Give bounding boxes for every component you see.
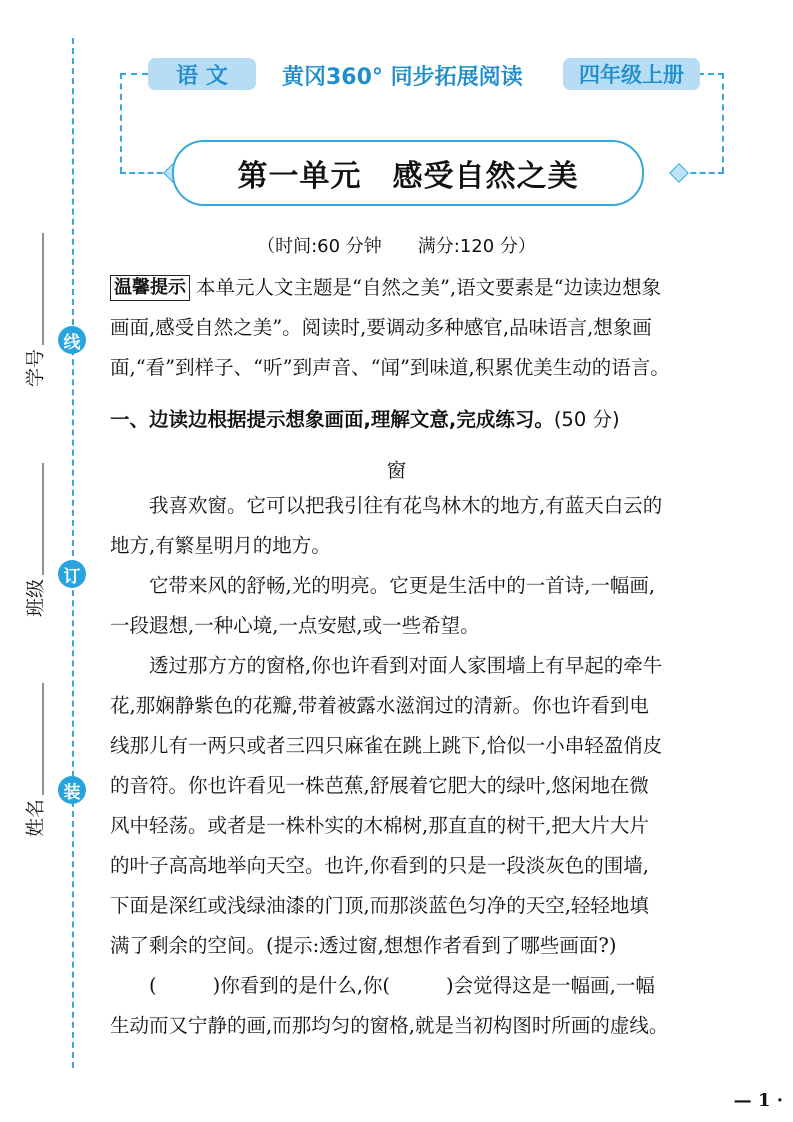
article-line: 花,那娴静紫色的花瓣,带着被露水滋润过的清新。你也许看到电 xyxy=(110,694,649,717)
binding-mark-line: 线 xyxy=(58,326,86,354)
fill-in-line: ( )你看到的是什么,你( )会觉得这是一幅画,一幅 xyxy=(149,974,655,997)
article-body xyxy=(110,486,735,1046)
tip-line: 画面,感受自然之美”。阅读时,要调动多种感官,品味语言,想象画 xyxy=(110,316,652,339)
article-line: 透过那方方的窗格,你也许看到对面人家围墙上有早起的牵牛 xyxy=(149,654,663,677)
exam-info: （时间:60 分钟 满分:120 分） xyxy=(257,236,536,257)
question-heading xyxy=(110,404,620,432)
article-line: 风中轻荡。或者是一株朴实的木棉树,那直直的树干,把大片大片 xyxy=(110,814,649,837)
subject-pill: 语 文 xyxy=(148,58,256,90)
name-underline xyxy=(25,683,44,795)
tip-line: 面,“看”到样子、“听”到声音、“闻”到味道,积累优美生动的语言。 xyxy=(110,356,670,379)
page-number: — 1 · xyxy=(733,1090,783,1111)
name-field[interactable] xyxy=(14,680,54,840)
article-line: 一段遐想,一种心境,一点安慰,或一些希望。 xyxy=(110,614,480,637)
unit-title: 第一单元 感受自然之美 xyxy=(237,159,579,194)
tip-block xyxy=(110,268,735,388)
student-id-label: 学号 xyxy=(24,348,47,388)
tip-line: 本单元人文主题是“自然之美”,语文要素是“边读边想象 xyxy=(196,276,662,299)
article-line: 满了剩余的空间。(提示:透过窗,想想作者看到了哪些画面?) xyxy=(110,934,617,957)
article-line: 我喜欢窗。它可以把我引往有花鸟林木的地方,有蓝天白云的 xyxy=(149,494,663,517)
article-line: 的音符。你也许看见一株芭蕉,舒展着它肥大的绿叶,悠闲地在微 xyxy=(110,774,649,797)
series-title: 黄冈360° 同步拓展阅读 xyxy=(282,65,523,90)
grade-pill: 四年级上册 xyxy=(563,58,700,90)
article-line: 地方,有繁星明月的地方。 xyxy=(110,534,331,557)
article-line: 线那儿有一两只或者三四只麻雀在跳上跳下,恰似一小串轻盈俏皮 xyxy=(110,734,663,757)
tip-badge: 温馨提示 xyxy=(110,275,190,301)
article-line: 生动而又宁静的画,而那均匀的窗格,就是当初构图时所画的虚线。 xyxy=(110,1014,669,1037)
article-line: 的叶子高高地举向天空。也许,你看到的只是一段淡灰色的围墙, xyxy=(110,854,649,877)
binding-mark-staple: 订 xyxy=(58,560,86,588)
binding-dashed-line xyxy=(72,38,74,1068)
class-label: 班级 xyxy=(24,578,47,618)
name-label: 姓名 xyxy=(24,798,47,838)
article-line: 下面是深红或浅绿油漆的门顶,而那淡蓝色匀净的天空,轻轻地填 xyxy=(110,894,649,917)
unit-title-box xyxy=(172,140,644,206)
article-line: 它带来风的舒畅,光的明亮。它更是生活中的一首诗,一幅画, xyxy=(149,574,656,597)
question-text: 一、边读边根据提示想象画面,理解文意,完成练习。 xyxy=(110,408,554,431)
binding-mark-bind: 装 xyxy=(58,776,86,804)
class-field[interactable] xyxy=(14,460,54,620)
question-points: (50 分) xyxy=(553,408,620,431)
article-title: 窗 xyxy=(386,459,407,482)
